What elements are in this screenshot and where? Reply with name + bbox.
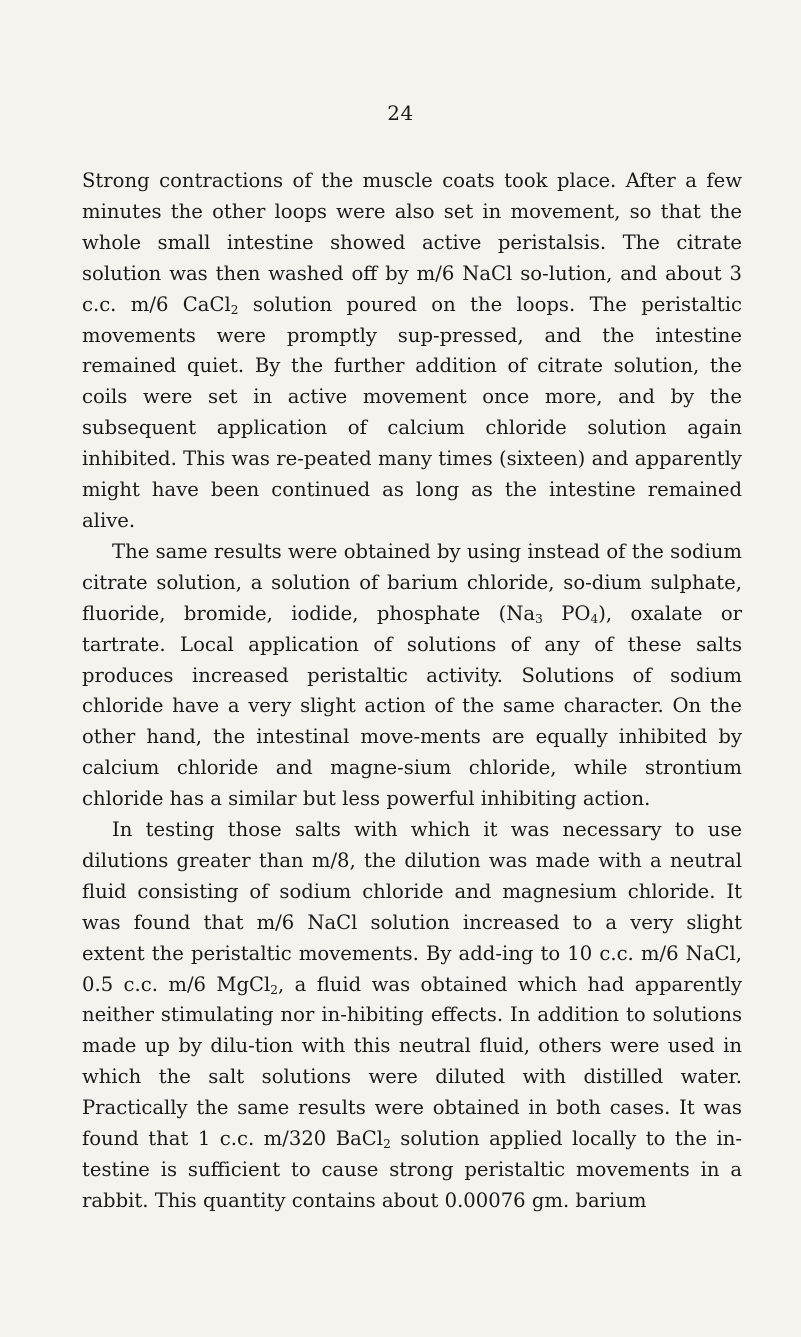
text-run: In testing those salts with which it was necessary to use dilutions greater than m/8, the dilution was made with a neutral fluid consisting of sodium chloride and magnesium chloride. It was found that m/6 NaCl solution increased to a very slight extent the peristaltic movements. By add-ing to 10 c.c. m/6 NaCl, 0.5 c.c. m/6 MgCl	[82, 818, 742, 996]
text-run: PO	[542, 601, 591, 625]
text-run: ), oxalate or tartrate. Local application of solutions of any of these salts produces increased peristaltic activity. Solutions of sodium chloride have a very slight action of the same character. On the other hand, the intestinal move-ments are equally inhibited by calcium chloride and magne-sium chloride, while strontium chloride has a similar but less powerful inhibiting action.	[82, 601, 742, 811]
paragraph-2	[82, 537, 742, 815]
text-run: , a fluid was obtained which had apparently neither stimulating nor in-hibiting effects. In addition to solutions made up by dilu-tion with this neutral fluid, others were used in which the salt solutions were diluted with distilled water. Practically the same results were obtained in both cases. It was found that 1 c.c. m/320 BaCl	[82, 972, 742, 1151]
text-run: solution applied locally to the in-testine is sufficient to cause strong peristaltic movements in a rabbit. This quantity contains about 0.00076 gm. barium	[82, 1127, 743, 1212]
subscript: 2	[270, 982, 279, 997]
subscript: 4	[590, 611, 599, 626]
text-run: The same results were obtained by using instead of the sodium citrate solution, a solution of barium chloride, so-dium sulphate, fluoride, bromide, iodide, phosphate (Na	[82, 539, 742, 625]
paragraph-3	[82, 815, 742, 1217]
body-text	[82, 166, 742, 1217]
subscript: 3	[535, 611, 543, 626]
subscript: 2	[383, 1137, 391, 1152]
paragraph-1	[82, 166, 742, 537]
text-run: Strong contractions of the muscle coats took place. After a few minutes the other loops were also set in movement, so that the whole small intestine showed active peristalsis. The citrate solution was then washed off by m/6 NaCl so-lution, and about 3 c.c. m/6 CaCl	[82, 169, 742, 316]
page-number: 24	[387, 101, 414, 125]
subscript: 2	[230, 302, 239, 317]
text-run: solution poured on the loops. The peristaltic movements were promptly sup-pressed, and the intestine remained quiet. By the further addition of citrate solution, the coils were set in active movement once more, and by the subsequent application of calcium chloride solution again inhibited. This was re-peated many times (sixteen) and apparently might have been continued as long as the intestine remained alive.	[82, 292, 742, 532]
